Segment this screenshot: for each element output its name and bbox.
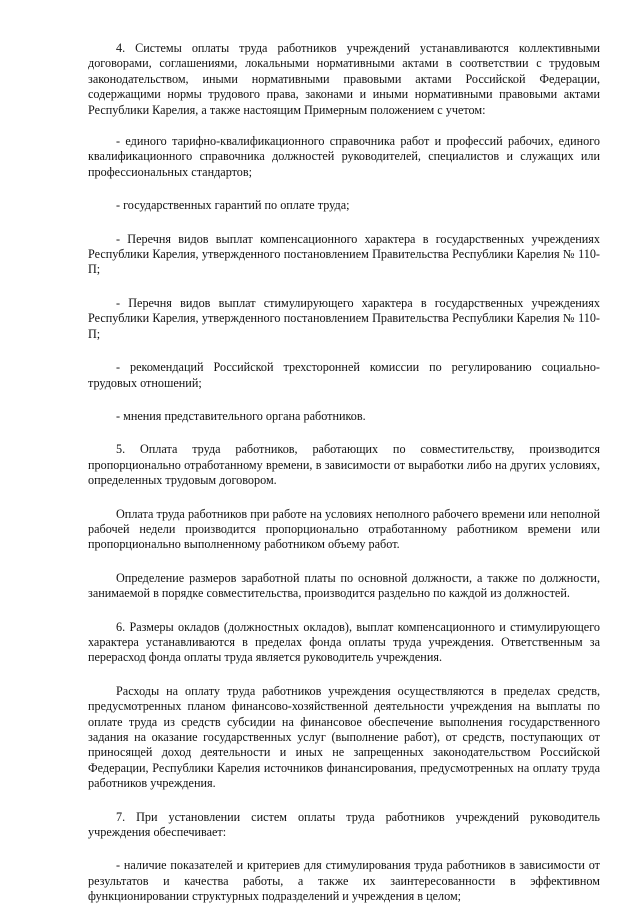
list-item-incentive-list: - Перечня видов выплат стимулирующего характера в государственных учреждениях Республики Карелия, утвержденного постановлением Правительства Республики Карелия № 110-П; <box>88 295 600 341</box>
list-item-state-guarantees: - государственных гарантий по оплате труда; <box>116 198 350 213</box>
paragraph-6-expenses: Расходы на оплату труда работников учреждения осуществляются в пределах средств, предусмотренных планом финансово-хозяйственной деятельности учреждения на выплаты по оплате труда из средств субсидии на финансовое обеспечение выполнения государственного задания на оказание государственных услуг (выполнение работ), от средств, поступающих от приносящей доход деятельности и иных не запрещенных законодательством Российской Федерации, Республики Карелия источников финансирования, предусмотренных на оплату труда работников учреждения. <box>88 683 600 791</box>
list-item-commission-recommendations: - рекомендаций Российской трехсторонней комиссии по регулированию социально-трудовых отношений; <box>88 360 600 390</box>
paragraph-5-part-time: 5. Оплата труда работников, работающих по совместительству, производится пропорционально отработанному времени, в зависимости от выработки либо на других условиях, определенных трудовым договором. <box>88 442 600 488</box>
list-item-representative-opinion: - мнения представительного органа работников. <box>116 408 366 423</box>
paragraph-4-intro: 4. Системы оплаты труда работников учреждений устанавливаются коллективными договорами, соглашениями, локальными нормативными актами в соответствии с трудовым законодательством, иными нормативными правовыми актами Российской Федерации, содержащими нормы трудового права, законами и иными нормативными правовыми актами Республики Карелия, а также настоящим Примерным положением с учетом: <box>88 41 600 117</box>
paragraph-6-salary-sizes: 6. Размеры окладов (должностных окладов), выплат компенсационного и стимулирующего характера устанавливаются в пределах фонда оплаты труда учреждения. Ответственным за перерасход фонда оплаты труда является руководитель учреждения. <box>88 619 600 665</box>
list-item-compensation-list: - Перечня видов выплат компенсационного характера в государственных учреждениях Республики Карелия, утвержденного постановлением Правительства Республики Карелия № 110-П; <box>88 231 600 277</box>
paragraph-5-incomplete-time: Оплата труда работников при работе на условиях неполного рабочего времени или неполной рабочей недели производится пропорционально отработанному работником времени или пропорционально выполненному работником объему работ. <box>88 506 600 552</box>
paragraph-7-intro: 7. При установлении систем оплаты труда работников учреждений руководитель учреждения обеспечивает: <box>88 809 600 840</box>
list-item-tariff-directory: - единого тарифно-квалификационного справочника работ и профессий рабочих, единого квалификационного справочника должностей руководителей, специалистов и служащих или профессиональных стандартов; <box>88 134 600 179</box>
list-item-incentive-indicators: - наличие показателей и критериев для стимулирования труда работников в зависимости от результатов и качества работы, а также их заинтересованности в эффективном функционировании структурных подразделений и учреждения в целом; <box>88 858 600 904</box>
paragraph-5-salary-determination: Определение размеров заработной платы по основной должности, а также по должности, занимаемой в порядке совместительства, производится раздельно по каждой из должностей. <box>88 570 600 601</box>
